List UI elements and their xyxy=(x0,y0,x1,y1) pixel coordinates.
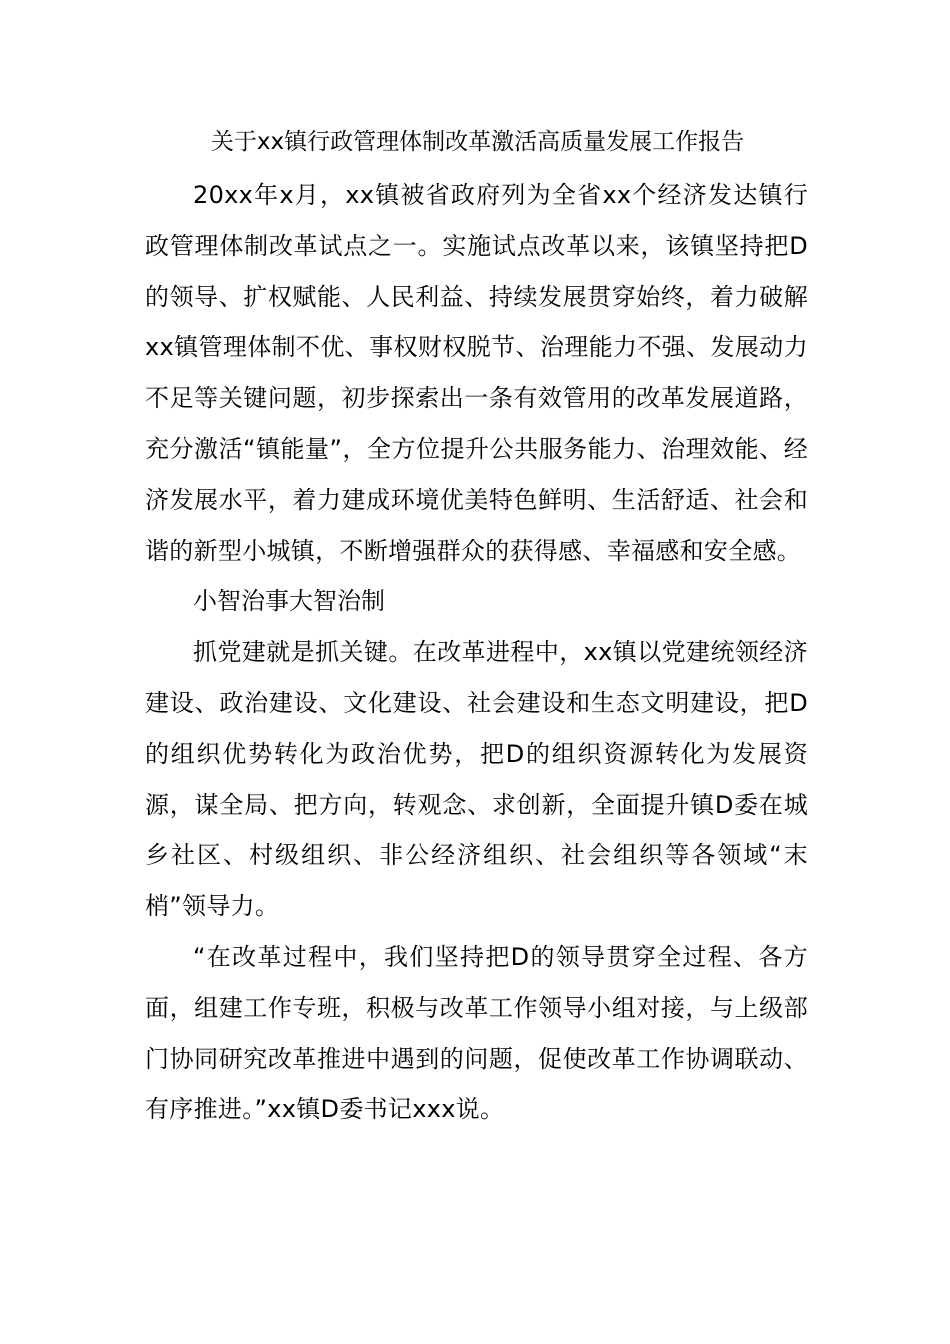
document-body xyxy=(145,170,808,1135)
section-heading: 小智治事大智治制 xyxy=(193,587,385,616)
paragraph-quote: “在改革过程中，我们坚持把D的领导贯穿全过程、各方面，组建工作专班，积极与改革工作领导小组对接，与上级部门协同研究改革推进中遇到的问题，促使改革工作协调联动、有序推进。”xx镇D委书记xxx说。 xyxy=(145,942,808,1124)
paragraph-intro: 20xx年x月，xx镇被省政府列为全省xx个经济发达镇行政管理体制改革试点之一。实施试点改革以来，该镇坚持把D的领导、扩权赋能、人民利益、持续发展贯穿始终，着力破解xx镇管理体制不优、事权财权脱节、治理能力不强、发展动力不足等关键问题，初步探索出一条有效管用的改革发展道路，充分激活“镇能量”，全方位提升公共服务能力、治理效能、经济发展水平，着力建成环境优美特色鲜明、生活舒适、社会和谐的新型小城镇，不断增强群众的获得感、幸福感和安全感。 xyxy=(145,181,808,565)
paragraph-party-building: 抓党建就是抓关键。在改革进程中，xx镇以党建统领经济建设、政治建设、文化建设、社会建设和生态文明建设，把D的组织优势转化为政治优势，把D的组织资源转化为发展资源，谋全局、把方向，转观念、求创新，全面提升镇D委在城乡社区、村级组织、非公经济组织、社会组织等各领域“末梢”领导力。 xyxy=(145,638,809,921)
document-title: 关于xx镇行政管理体制改革激活高质量发展工作报告 xyxy=(210,129,745,155)
